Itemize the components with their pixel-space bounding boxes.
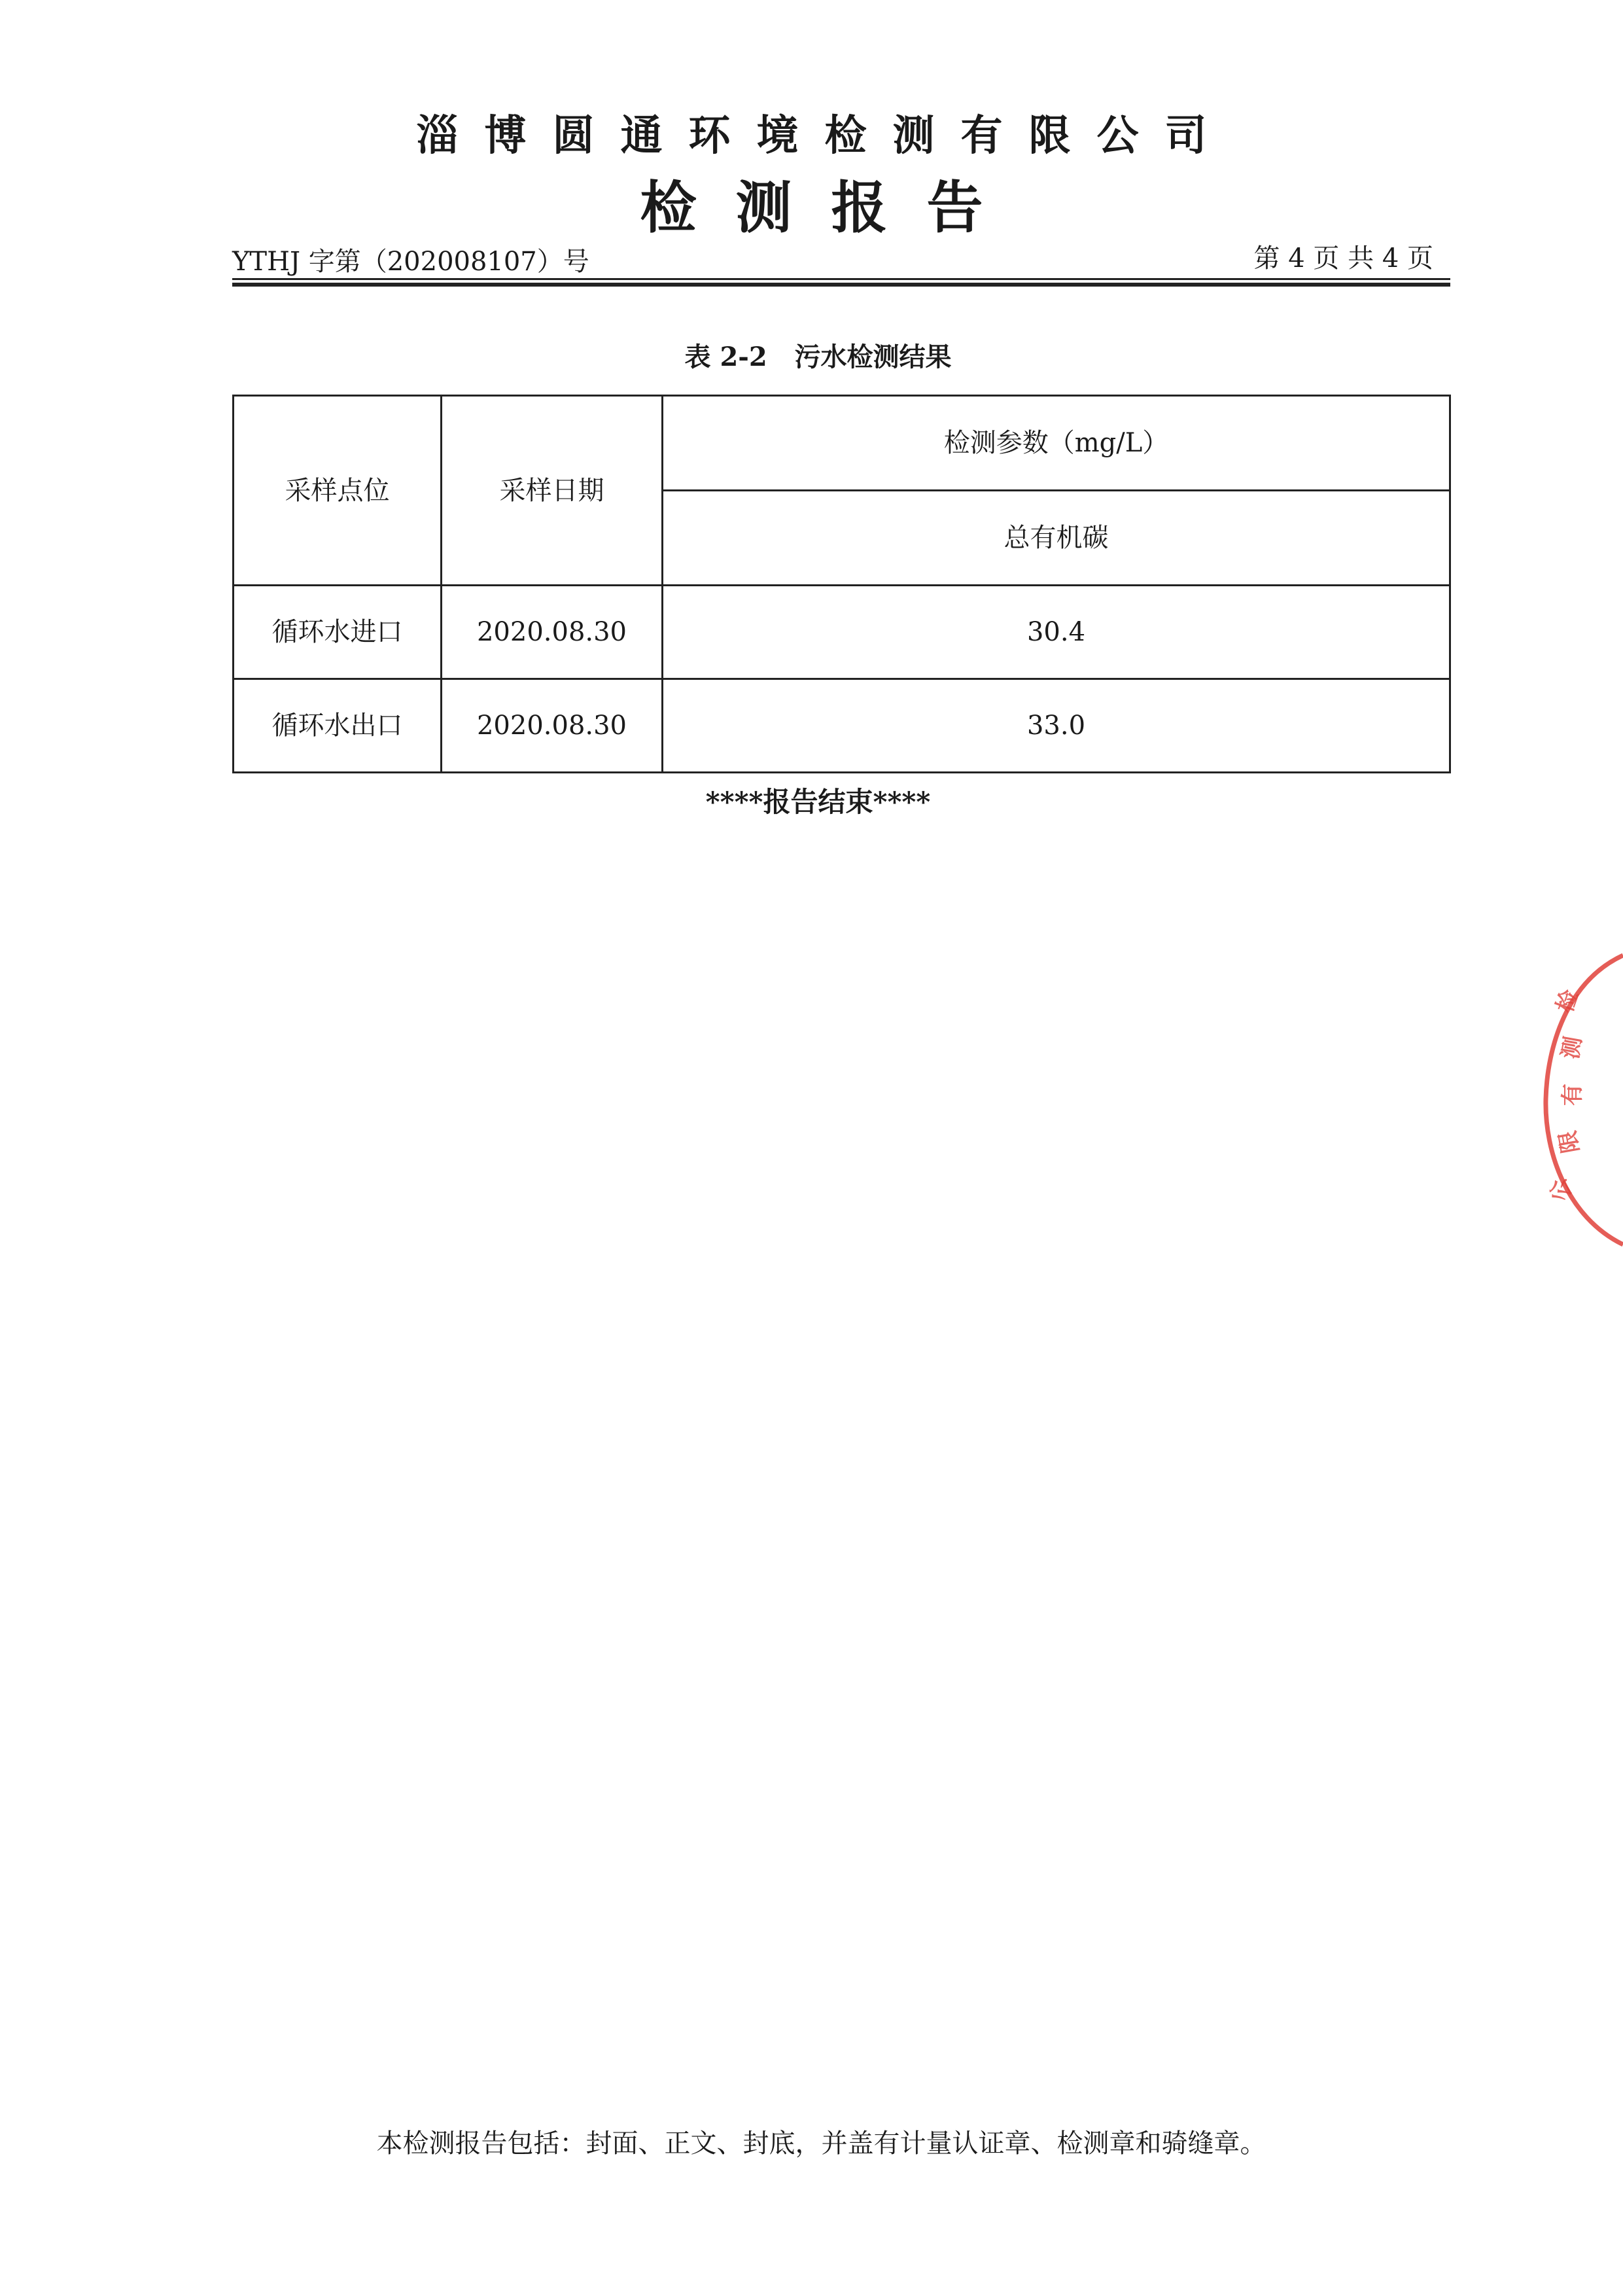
table-row [234, 679, 1450, 773]
footer-note: 本检测报告包括：封面、正文、封底，并盖有计量认证章、检测章和骑缝章。 [376, 2128, 1266, 2159]
svg-text:公: 公 [1544, 1174, 1578, 1205]
header-rule-thick [232, 283, 1450, 287]
table-row [234, 586, 1450, 679]
cell-date: 2020.08.30 [442, 679, 663, 773]
header-rule-thin [232, 278, 1450, 280]
cell-site: 循环水出口 [234, 679, 442, 773]
svg-text:检: 检 [1551, 986, 1584, 1017]
report-number: YTHJ 字第（202008107）号 [232, 247, 589, 277]
company-name: 淄博圆通环境检测有限公司 [416, 111, 1233, 160]
report-end-mark: ****报告结束**** [705, 786, 931, 818]
page-number: 第 4 页 共 4 页 [1253, 243, 1433, 274]
cell-site: 循环水进口 [234, 586, 442, 679]
header-cell-params: 检测参数（mg/L） [663, 396, 1450, 491]
header-cell-site: 采样点位 [234, 396, 442, 586]
header-cell-date: 采样日期 [442, 396, 663, 586]
svg-text:测: 测 [1557, 1034, 1587, 1061]
header-cell-toc: 总有机碳 [663, 491, 1450, 586]
seal-stamp-icon [1541, 942, 1623, 1256]
cell-toc: 33.0 [663, 679, 1450, 773]
cell-toc: 30.4 [663, 586, 1450, 679]
cell-date: 2020.08.30 [442, 586, 663, 679]
svg-text:限: 限 [1554, 1128, 1584, 1156]
report-title: 检测报告 [640, 175, 1022, 241]
results-table [232, 395, 1451, 773]
table-caption: 表 2-2 污水检测结果 [684, 342, 952, 372]
svg-text:有: 有 [1560, 1084, 1586, 1106]
